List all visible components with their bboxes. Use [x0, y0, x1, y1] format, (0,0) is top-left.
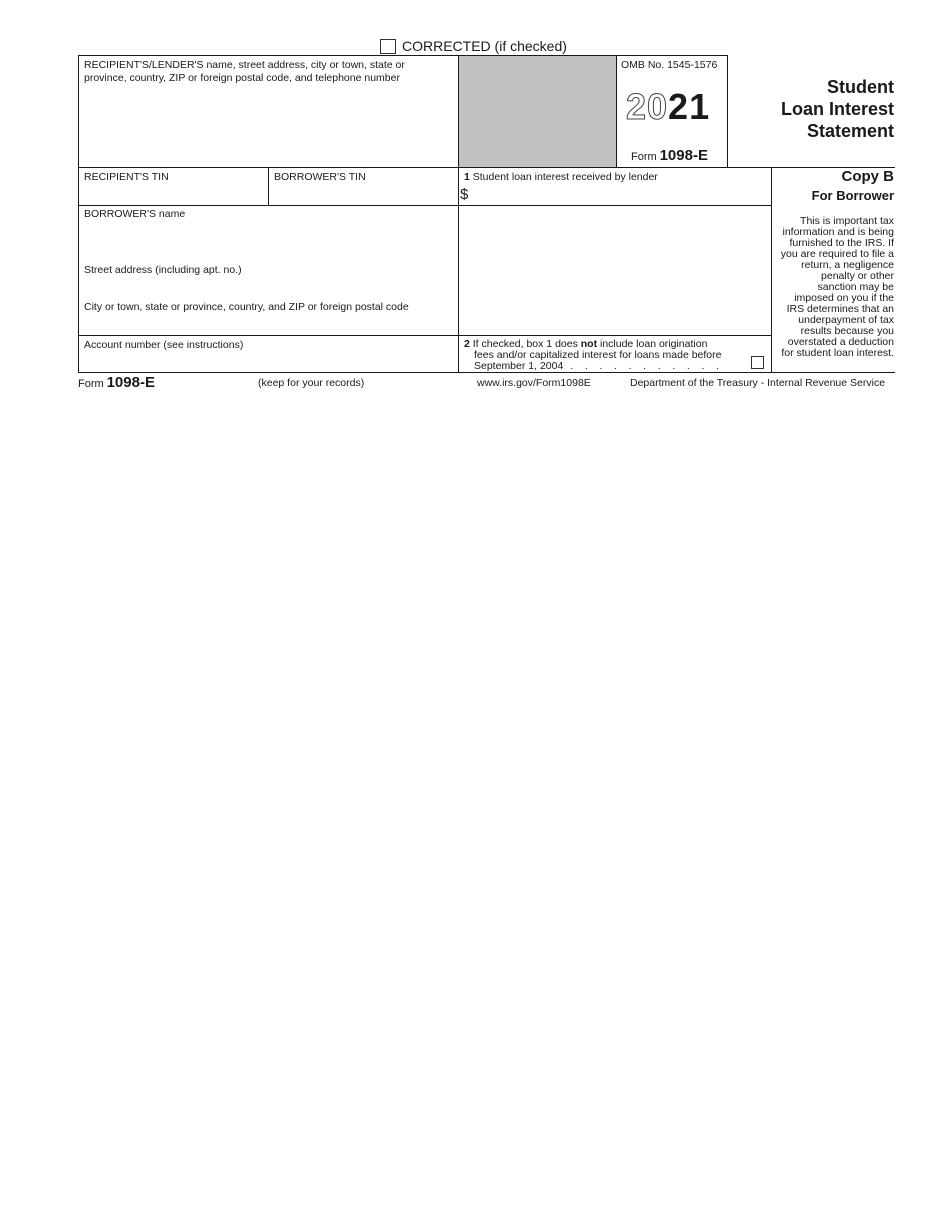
city-label: City or town, state or province, country, and ZIP or foreign postal code	[84, 301, 409, 313]
recipient-label: RECIPIENT'S/LENDER'S name, street address, city or town, state or	[84, 59, 405, 71]
rule-row3	[78, 335, 772, 336]
box1-label	[464, 171, 658, 183]
street-address-input[interactable]	[82, 278, 456, 296]
rule-top	[78, 55, 728, 56]
rule-gray-right	[616, 55, 617, 167]
rule-left	[78, 55, 79, 373]
rule-omb-right	[727, 55, 728, 167]
tax-year-outline: 20	[626, 86, 669, 127]
corrected-label: CORRECTED (if checked)	[402, 38, 567, 54]
box2-leader-dots: . . . . . . . . . . .	[570, 360, 720, 372]
borrower-tin-label: BORROWER'S TIN	[274, 171, 366, 183]
city-input[interactable]	[82, 315, 456, 333]
footer-form-prefix: Form	[78, 378, 104, 390]
omb-form-id	[631, 148, 708, 165]
rule-row1	[78, 167, 895, 168]
omb-form-name: 1098-E	[659, 147, 708, 164]
tax-year-solid: 21	[668, 86, 711, 127]
recipient-input[interactable]	[82, 88, 456, 166]
form-title-line2: Loan Interest	[780, 99, 894, 119]
borrower-name-input[interactable]	[82, 222, 456, 240]
shaded-box	[459, 56, 616, 167]
box1-text: Student loan interest received by lender	[472, 171, 658, 183]
street-address-label: Street address (including apt. no.)	[84, 264, 242, 276]
copy-notice: This is important tax information and is being furnished to the IRS. If you are required to file a return, a negligence penalty or other sanction may be imposed on you if the IRS determines that an underpayment of tax results because you overstated a deduction for student loan interest.	[780, 215, 894, 359]
omb-number: OMB No. 1545-1576	[621, 59, 718, 71]
form-title	[740, 76, 894, 142]
footer-keep-records: (keep for your records)	[258, 377, 365, 389]
rule-row2	[78, 205, 772, 206]
rule-tin-divider	[268, 167, 269, 205]
account-number-label: Account number (see instructions)	[84, 339, 244, 351]
box2-checkbox[interactable]	[751, 356, 764, 369]
box2-line3: September 1, 2004 . . . . . . . . . . .	[474, 360, 720, 372]
tax-year	[626, 86, 711, 127]
omb-form-prefix: Form	[631, 151, 657, 163]
recipient-tin-input[interactable]	[82, 185, 266, 203]
copy-title: Copy B	[841, 168, 894, 185]
form-title-line3: Statement	[806, 121, 894, 141]
box1-number: 1	[464, 171, 470, 183]
footer-department: Department of the Treasury - Internal Revenue Service	[630, 377, 886, 389]
borrower-name-label: BORROWER'S name	[84, 208, 186, 220]
recipient-label-line2: province, country, ZIP or foreign postal code, and telephone number	[84, 72, 400, 84]
account-number-input[interactable]	[82, 353, 456, 371]
box2-line1: 2 If checked, box 1 does not include loan origination	[464, 338, 708, 350]
box2-number: 2	[464, 338, 470, 350]
box1-amount-input[interactable]	[472, 186, 766, 204]
footer-form-id	[78, 374, 155, 393]
footer-url[interactable]: www.irs.gov/Form1098E	[477, 377, 591, 389]
borrower-tin-input[interactable]	[272, 185, 456, 203]
form-title-line1: Student	[827, 77, 894, 97]
footer-form-name: 1098-E	[106, 374, 155, 391]
corrected-checkbox[interactable]	[380, 39, 396, 54]
box1-currency: $	[460, 186, 469, 203]
recipient-tin-label: RECIPIENT'S TIN	[84, 171, 169, 183]
rule-bottom	[78, 372, 895, 373]
copy-subtitle: For Borrower	[811, 188, 894, 203]
box2-line2: fees and/or capitalized interest for loans made before	[474, 349, 722, 361]
